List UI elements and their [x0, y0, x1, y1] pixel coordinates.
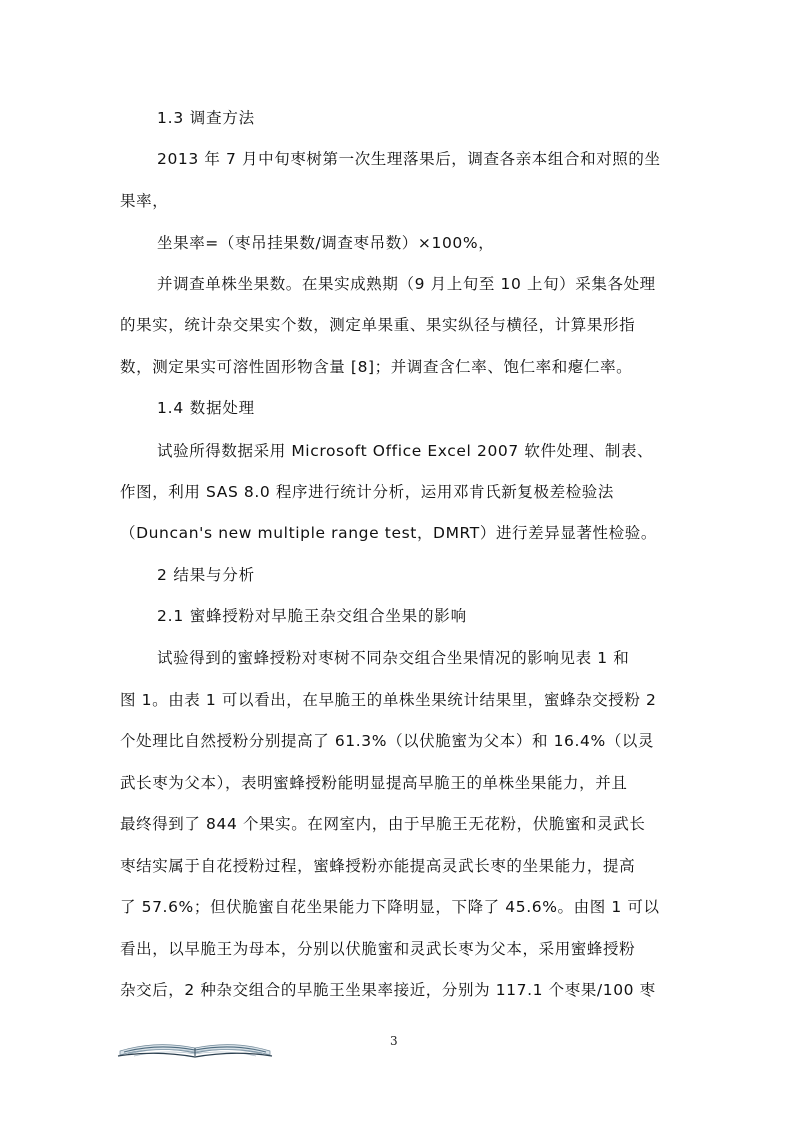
- formula-line: 坐果率=（枣吊挂果数/调查枣吊数）×100%，: [157, 234, 495, 252]
- paragraph-line: 作图，利用 SAS 8.0 程序进行统计分析，运用邓肯氏新复极差检验法: [120, 483, 615, 501]
- paragraph-line: 个处理比自然授粉分别提高了 61.3%（以伏脆蜜为父本）和 16.4%（以灵: [120, 732, 655, 750]
- paragraph-line: 果率，: [120, 192, 169, 210]
- paragraph-line: 数，测定果实可溶性固形物含量 [8]；并调查含仁率、饱仁率和瘪仁率。: [120, 358, 633, 376]
- page-number: 3: [390, 1034, 398, 1048]
- paragraph-line: 了 57.6%；但伏脆蜜自花坐果能力下降明显，下降了 45.6%。由图 1 可以: [120, 898, 660, 916]
- paragraph-line: （Duncan's new multiple range test，DMRT）进行差异显著性检验。: [120, 524, 657, 542]
- paragraph-line: 武长枣为父本），表明蜜蜂授粉能明显提高早脆王的单株坐果能力，并且: [120, 774, 628, 792]
- paragraph-line: 看出，以早脆王为母本，分别以伏脆蜜和灵武长枣为父本，采用蜜蜂授粉: [120, 940, 636, 958]
- paragraph-line: 2013 年 7 月中旬枣树第一次生理落果后，调查各亲本组合和对照的坐: [157, 150, 661, 168]
- paragraph-line: 的果实，统计杂交果实个数，测定单果重、果实纵径与横径，计算果形指: [120, 316, 636, 334]
- paragraph-line: 并调查单株坐果数。在果实成熟期（9 月上旬至 10 上旬）采集各处理: [157, 275, 656, 293]
- paragraph-line: 枣结实属于自花授粉过程，蜜蜂授粉亦能提高灵武长枣的坐果能力，提高: [120, 857, 636, 875]
- paragraph-line: 试验得到的蜜蜂授粉对枣树不同杂交组合坐果情况的影响见表 1 和: [157, 649, 630, 667]
- paragraph-line: 试验所得数据采用 Microsoft Office Excel 2007 软件处理、制表、: [157, 442, 654, 460]
- paragraph-line: 杂交后，2 种杂交组合的早脆王坐果率接近，分别为 117.1 个枣果/100 枣: [120, 981, 656, 999]
- paragraph-line: 最终得到了 844 个果实。在网室内，由于早脆王无花粉，伏脆蜜和灵武长: [120, 815, 646, 833]
- section-heading-1-3: 1.3 调查方法: [157, 109, 255, 127]
- section-heading-2-1: 2.1 蜜蜂授粉对早脆王杂交组合坐果的影响: [157, 607, 467, 625]
- section-heading-2: 2 结果与分析: [157, 566, 255, 584]
- section-heading-1-4: 1.4 数据处理: [157, 399, 255, 417]
- paragraph-line: 图 1。由表 1 可以看出，在早脆王的单株坐果统计结果里，蜜蜂杂交授粉 2: [120, 691, 657, 709]
- open-book-icon: [116, 1038, 274, 1060]
